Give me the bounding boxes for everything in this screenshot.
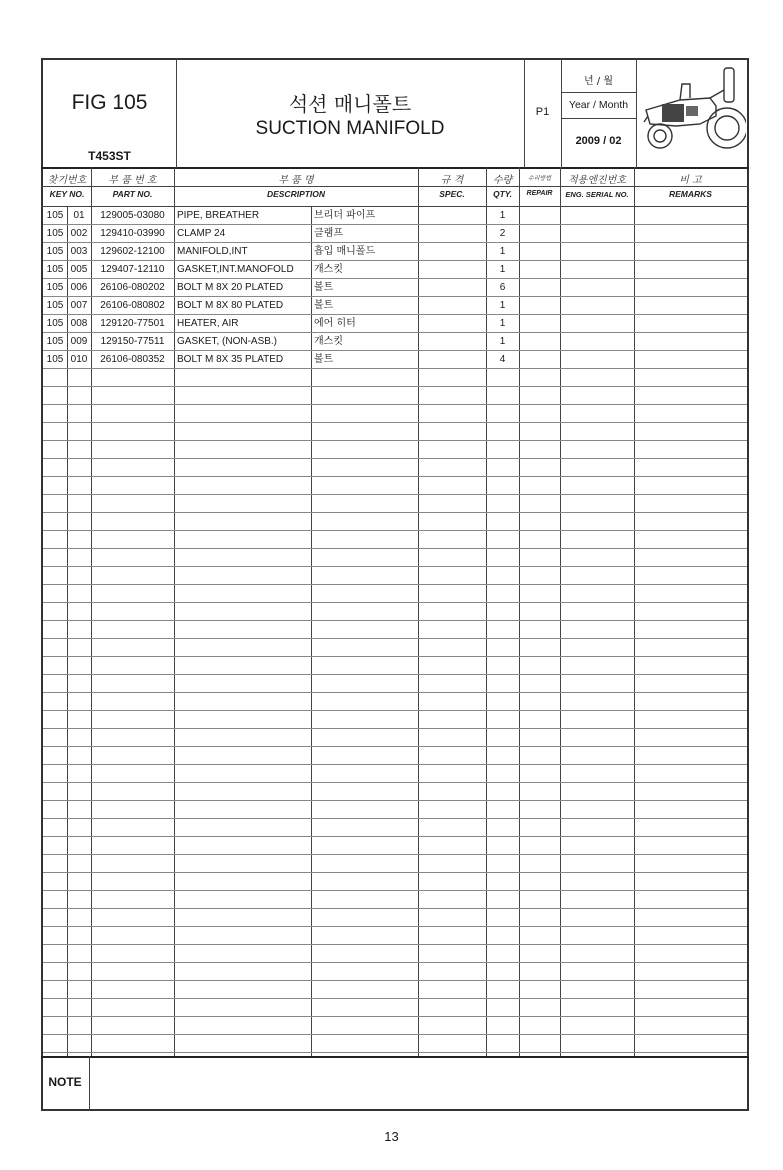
row-6-part: 26106-080802 bbox=[100, 300, 165, 311]
row-3-part: 129602-12100 bbox=[100, 246, 165, 257]
ruled-line bbox=[43, 854, 747, 855]
row-7-part: 129120-77501 bbox=[100, 318, 165, 329]
ruled-line bbox=[43, 404, 747, 405]
row-6-desc-en: BOLT M 8X 80 PLATED bbox=[177, 300, 284, 311]
date-divider-1 bbox=[561, 92, 636, 93]
row-3-qty: 1 bbox=[499, 246, 506, 257]
date-divider-2 bbox=[561, 118, 636, 119]
title-korean: 석션 매니폴트 bbox=[288, 92, 412, 116]
row-2-desc-en: CLAMP 24 bbox=[177, 228, 226, 239]
row-7-desc-en: HEATER, AIR bbox=[177, 318, 239, 329]
row-8-fig: 105 bbox=[46, 336, 64, 347]
ruled-line bbox=[43, 764, 747, 765]
ruled-line bbox=[43, 620, 747, 621]
row-2-part: 129410-03990 bbox=[100, 228, 165, 239]
row-1-desc-ko: 브리더 파이프 bbox=[314, 210, 376, 221]
ruled-line bbox=[43, 872, 747, 873]
row-9-part: 26106-080352 bbox=[100, 354, 165, 365]
note-label: NOTE bbox=[48, 1075, 82, 1089]
row-5-desc-ko: 볼트 bbox=[314, 282, 334, 293]
row-4-fig: 105 bbox=[46, 264, 64, 275]
ruled-line bbox=[43, 980, 747, 981]
model-code: T453ST bbox=[88, 149, 131, 163]
row-3-key: 003 bbox=[70, 246, 88, 257]
row-5-fig: 105 bbox=[46, 282, 64, 293]
row-4-part: 129407-12110 bbox=[100, 264, 165, 275]
col-line-repair bbox=[560, 167, 561, 1056]
col-key-en: KEY NO. bbox=[49, 189, 85, 199]
row-6-key: 007 bbox=[70, 300, 88, 311]
header-divider-4 bbox=[636, 58, 637, 168]
row-1-part: 129005-03080 bbox=[100, 210, 165, 221]
row-9-desc-en: BOLT M 8X 35 PLATED bbox=[177, 354, 284, 365]
ruled-line bbox=[43, 782, 747, 783]
row-8-key: 009 bbox=[70, 336, 88, 347]
row-3-desc-en: MANIFOLD,INT bbox=[177, 246, 248, 257]
row-1-qty: 1 bbox=[499, 210, 506, 221]
ruled-line bbox=[43, 1034, 747, 1035]
ruled-line bbox=[43, 512, 747, 513]
row-7-fig: 105 bbox=[46, 318, 64, 329]
ruled-line bbox=[43, 440, 747, 441]
col-line-part bbox=[174, 167, 175, 1056]
ruled-line bbox=[43, 998, 747, 999]
ruled-line bbox=[43, 422, 747, 423]
ruled-line bbox=[43, 692, 747, 693]
ruled-line bbox=[43, 944, 747, 945]
ruled-line bbox=[43, 926, 747, 927]
col-key-ko: 찾기번호 bbox=[47, 175, 87, 186]
ruled-line bbox=[43, 458, 747, 459]
ruled-line bbox=[43, 476, 747, 477]
row-1-key: 01 bbox=[73, 210, 85, 221]
row-1-desc-en: PIPE, BREATHER bbox=[177, 210, 260, 221]
row-7-key: 008 bbox=[70, 318, 88, 329]
note-divider bbox=[89, 1056, 90, 1111]
col-part-ko: 부 품 번 호 bbox=[108, 175, 157, 186]
row-5-key: 006 bbox=[70, 282, 88, 293]
col-spec-en: SPEC. bbox=[439, 189, 465, 199]
row-6-qty: 1 bbox=[499, 300, 506, 311]
row-2-desc-ko: 클램프 bbox=[314, 228, 343, 239]
col-serial-ko: 적용엔진번호 bbox=[568, 175, 626, 186]
ruled-line bbox=[43, 548, 747, 549]
ruled-line bbox=[43, 494, 747, 495]
note-top-line bbox=[41, 1056, 749, 1058]
col-remarks-ko: 비 고 bbox=[679, 175, 702, 186]
title-english: SUCTION MANIFOLD bbox=[255, 118, 445, 139]
row-9-key: 010 bbox=[70, 354, 88, 365]
ruled-line bbox=[43, 674, 747, 675]
ruled-line bbox=[43, 530, 747, 531]
row-4-qty: 1 bbox=[499, 264, 506, 275]
page-code: P1 bbox=[535, 106, 550, 118]
row-4-desc-en: GASKET,INT.MANOFOLD bbox=[177, 264, 294, 275]
col-desc-ko: 부 품 명 bbox=[278, 175, 314, 186]
row-5-desc-en: BOLT M 8X 20 PLATED bbox=[177, 282, 284, 293]
col-serial-en: ENG. SERIAL NO. bbox=[565, 190, 629, 199]
row-3-fig: 105 bbox=[46, 246, 64, 257]
ruled-line bbox=[43, 386, 747, 387]
ruled-line bbox=[43, 602, 747, 603]
row-9-desc-ko: 볼트 bbox=[314, 354, 334, 365]
row-8-part: 129150-77511 bbox=[100, 336, 165, 347]
ruled-line bbox=[43, 656, 747, 657]
ruled-line bbox=[43, 890, 747, 891]
fig-number: FIG 105 bbox=[71, 91, 148, 114]
header-bottom-line bbox=[41, 167, 749, 169]
col-qty-en: QTY. bbox=[492, 189, 513, 199]
ruled-line bbox=[43, 1052, 747, 1053]
column-header-divider bbox=[41, 186, 749, 187]
row-8-desc-en: GASKET, (NON-ASB.) bbox=[177, 336, 278, 347]
row-4-key: 005 bbox=[70, 264, 88, 275]
ruled-line bbox=[43, 584, 747, 585]
page-number: 13 bbox=[384, 1129, 399, 1144]
ruled-line bbox=[43, 800, 747, 801]
row-9-qty: 4 bbox=[499, 354, 506, 365]
row-1-fig: 105 bbox=[46, 210, 64, 221]
ruled-line bbox=[43, 836, 747, 837]
date-value: 2009 / 02 bbox=[575, 135, 622, 147]
row-4-desc-ko: 개스킷 bbox=[314, 264, 343, 275]
col-spec-ko: 규 격 bbox=[440, 175, 464, 186]
ruled-line bbox=[43, 818, 747, 819]
ruled-line bbox=[43, 746, 747, 747]
row-9-fig: 105 bbox=[46, 354, 64, 365]
ruled-line bbox=[43, 1016, 747, 1017]
row-2-qty: 2 bbox=[499, 228, 506, 239]
row-8-desc-ko: 개스킷 bbox=[314, 336, 343, 347]
row-7-qty: 1 bbox=[499, 318, 506, 329]
ruled-line bbox=[43, 566, 747, 567]
row-6-fig: 105 bbox=[46, 300, 64, 311]
tractor-icon bbox=[640, 64, 746, 162]
ruled-line bbox=[43, 728, 747, 729]
date-label-korean: 년 / 월 bbox=[583, 76, 614, 87]
row-7-desc-ko: 에어 히터 bbox=[314, 318, 356, 329]
col-remarks-en: REMARKS bbox=[669, 189, 712, 199]
row-6-desc-ko: 볼트 bbox=[314, 300, 334, 311]
col-repair-ko: 수리방법 bbox=[527, 175, 552, 182]
date-label-english: Year / Month bbox=[568, 99, 629, 111]
ruled-line bbox=[43, 710, 747, 711]
col-line-serial bbox=[634, 167, 635, 1056]
col-desc-en: DESCRIPTION bbox=[266, 189, 326, 199]
row-5-part: 26106-080202 bbox=[100, 282, 165, 293]
ruled-line bbox=[43, 638, 747, 639]
row-5-qty: 6 bbox=[499, 282, 506, 293]
col-line-descko bbox=[418, 167, 419, 1056]
col-line-qty bbox=[519, 167, 520, 1056]
col-part-en: PART NO. bbox=[112, 189, 153, 199]
col-repair-en: REPAIR bbox=[526, 190, 553, 197]
col-line-desc bbox=[311, 206, 312, 1056]
row-2-fig: 105 bbox=[46, 228, 64, 239]
row-2-key: 002 bbox=[70, 228, 88, 239]
col-qty-ko: 수량 bbox=[492, 175, 513, 186]
ruled-line bbox=[43, 962, 747, 963]
row-8-qty: 1 bbox=[499, 336, 506, 347]
row-3-desc-ko: 흡입 매니폴드 bbox=[314, 246, 376, 257]
ruled-line bbox=[43, 908, 747, 909]
